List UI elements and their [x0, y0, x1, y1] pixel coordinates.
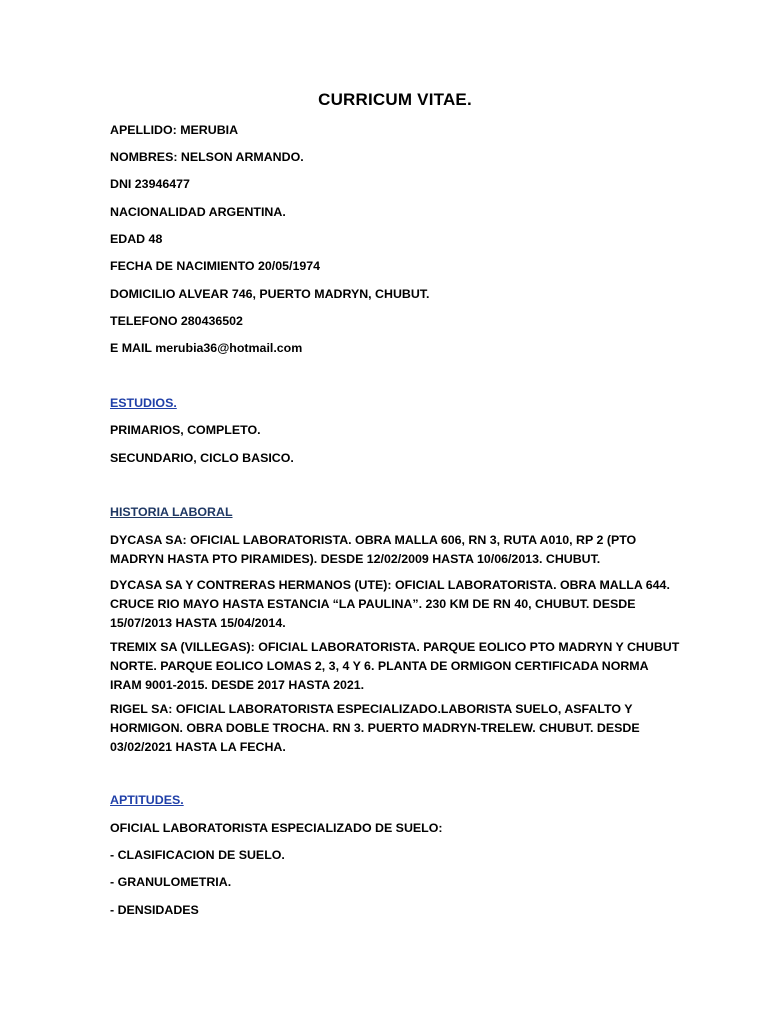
apellido-line: APELLIDO: MERUBIA: [110, 123, 239, 137]
estudios-item: PRIMARIOS, COMPLETO.: [110, 423, 261, 437]
job-entry-dycasa-contreras: [110, 576, 670, 633]
edad-line: EDAD 48: [110, 232, 163, 246]
job-entry-line: NORTE. PARQUE EOLICO LOMAS 2, 3, 4 Y 6. PLANTA DE ORMIGON CERTIFICADA NORMA: [110, 659, 649, 673]
domicilio-line: DOMICILIO ALVEAR 746, PUERTO MADRYN, CHUBUT.: [110, 287, 430, 301]
aptitudes-heading: APTITUDES.: [110, 793, 184, 807]
job-entry-line: DYCASA SA Y CONTRERAS HERMANOS (UTE): OFICIAL LABORATORISTA. OBRA MALLA 644.: [110, 578, 670, 592]
job-entry-line: IRAM 9001-2015. DESDE 2017 HASTA 2021.: [110, 678, 365, 692]
fecha-nacimiento-line: FECHA DE NACIMIENTO 20/05/1974: [110, 259, 321, 273]
aptitudes-intro: OFICIAL LABORATORISTA ESPECIALIZADO DE SUELO:: [110, 821, 443, 835]
job-entry-line: 15/07/2013 HASTA 15/04/2014.: [110, 616, 286, 630]
email-line: E MAIL merubia36@hotmail.com: [110, 341, 303, 355]
nacionalidad-line: NACIONALIDAD ARGENTINA.: [110, 205, 286, 219]
job-entry-line: CRUCE RIO MAYO HASTA ESTANCIA “LA PAULINA”. 230 KM DE RN 40, CHUBUT. DESDE: [110, 597, 636, 611]
nombres-line: NOMBRES: NELSON ARMANDO.: [110, 150, 304, 164]
telefono-line: TELEFONO 280436502: [110, 314, 243, 328]
estudios-item: SECUNDARIO, CICLO BASICO.: [110, 451, 294, 465]
aptitudes-item: - GRANULOMETRIA.: [110, 875, 232, 889]
job-entry-line: TREMIX SA (VILLEGAS): OFICIAL LABORATORISTA. PARQUE EOLICO PTO MADRYN Y CHUBUT: [110, 640, 680, 654]
aptitudes-item: - CLASIFICACION DE SUELO.: [110, 848, 285, 862]
job-entry-line: DYCASA SA: OFICIAL LABORATORISTA. OBRA MALLA 606, RN 3, RUTA A010, RP 2 (PTO: [110, 533, 637, 547]
job-entry-line: MADRYN HASTA PTO PIRAMIDES). DESDE 12/02/2009 HASTA 10/06/2013. CHUBUT.: [110, 552, 601, 566]
aptitudes-item: - DENSIDADES: [110, 903, 199, 917]
job-entry-tremix: [110, 638, 680, 695]
job-entry-line: 03/02/2021 HASTA LA FECHA.: [110, 740, 286, 754]
job-entry-line: RIGEL SA: OFICIAL LABORATORISTA ESPECIALIZADO.LABORISTA SUELO, ASFALTO Y: [110, 702, 633, 716]
job-entry-line: HORMIGON. OBRA DOBLE TROCHA. RN 3. PUERTO MADRYN-TRELEW. CHUBUT. DESDE: [110, 721, 640, 735]
job-entry-rigel: [110, 700, 670, 757]
historia-laboral-heading: HISTORIA LABORAL: [110, 505, 233, 519]
dni-line: DNI 23946477: [110, 177, 190, 191]
estudios-heading: ESTUDIOS.: [110, 396, 177, 410]
job-entry-dycasa: [110, 531, 670, 569]
document-title: CURRICUM VITAE.: [318, 90, 472, 109]
